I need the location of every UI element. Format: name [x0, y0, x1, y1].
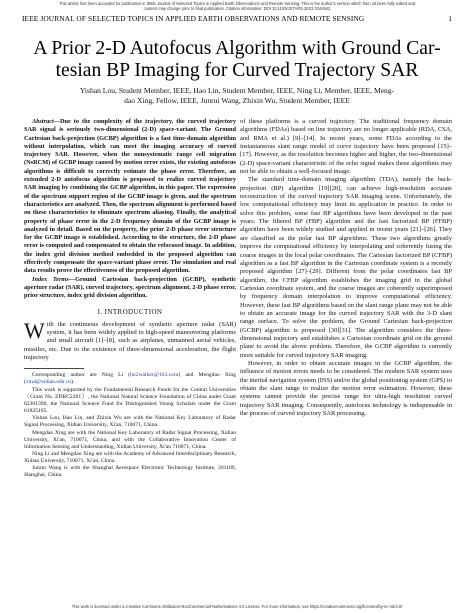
footnote-affiliation-3: Ning Li and Mengdao Xing are with the Academy of Advanced Interdisciplinary Research, Xidian University, 710071, Xi'an, China. — [24, 450, 236, 465]
paper-title — [18, 38, 456, 82]
abstract-lead: Abstract — [32, 118, 54, 125]
footnote-text: ) and Mengdao Xing ( — [24, 372, 236, 386]
index-terms-text: —Ground Cartesian back-projection (GCBP), synthetic aperture radar (SAR), curved trajectory, spectrum alignment, 2-D phase error, prior structure, index grid division algorithm. — [24, 275, 236, 300]
journal-name: IEEE JOURNAL OF SELECTED TOPICS IN APPLIED EARTH OBSERVATIONS AND REMOTE SENSING — [22, 14, 365, 23]
page-number: 1 — [448, 14, 452, 23]
body-paragraph-1: of these platforms is a curved trajectory. The traditional frequency domain algorithms (FDAs) based on line trajectory are no longer applicable (RDA, CSA, and RMA et al.) [9]–[14]. In recent years, some FDAs according to the instantaneous slant range model of curve trajectory have been proposed [15]–[17]. However, as the resolution becomes higher and higher, the two-dimensional (2-D) space-variant characteristic of the echo signal makes these algorithms may not be able to obtain a well-focused image. — [240, 118, 452, 176]
left-column — [24, 118, 236, 480]
footnotes — [24, 372, 236, 479]
publication-notice-line-2: content may change prior to final publication. Citation information: DOI 10.1109/JSTARS.2023.3344942 — [143, 6, 331, 11]
abstract-text: —Due to the complexity of the trajectory, the curved trajectory SAR signal is seriously two-dimensional (2-D) space-variant. The Ground Cartesian back-projection (GCBP) algorithm is a fast time-domain algorithm without interpolation, which can meet the imaging accuracy of curved trajectory SAR. However, when the nonsystematic range cell migration (NsRCM) of GCBP image caused by motion error exists, the existing autofocus algorithms is difficult to correctly estimate the phase error. Therefore, an extended 2-D autofocus algorithm is proposed to realize curved trajectory SAR imaging by combining the GCBP algorithm, in this paper. The expression of the spectrum support region of the GCBP image is given, and the spectrum characteristics are analyzed. Then, the spectrum alignment is performed based on these characteristics to eliminate spectrum aliasing. Finally, the analytical property of phase error in the 2-D frequency domain of the GCBP image is analyzed in detail. Based on the property, the prior 2-D phase error structure for the GCBP image is established. According to the structure, the 2-D phase error is computed and compensated to obtain the refocused image. In addition, the index grid division method embedded in the proposed algorithm can effectively compensate the space-variant phase error. The simulation and real data results prove the effectiveness of the proposed algorithm. — [24, 118, 236, 275]
publication-notice-line-1: This article has been accepted for publication in IEEE Journal of Selected Topics in Applied Earth Observations and Remote Sensing. This is the author's version which has not been fully edited and — [58, 1, 416, 6]
footnote-text: Corresponding author are Ning Li ( — [32, 372, 131, 379]
footnote-divider — [24, 368, 84, 369]
body-paragraph-3: However, in order to obtain accurate images in the GCBP algorithm, the influence of motion errors needs to be considered. The modern SAR system uses the inertial navigation system (INS) and/or the global positioning system (GPS) to obtain the slant range to realize the motion error estimation. However, these systems cannot provide the precise range for ultra-high resolution curved trajectory SAR imaging. Consequently, autofocus technology is indispensable in the process of curved trajectory SAR processing. — [240, 359, 452, 418]
email-link-1[interactable]: hn2walker@163.com — [130, 372, 179, 379]
author-list — [30, 86, 444, 106]
running-head — [22, 14, 452, 24]
footnote-corresponding — [24, 372, 236, 386]
drop-cap: W — [24, 317, 45, 343]
index-terms-lead: Index Terms — [32, 275, 69, 283]
footnote-affiliation-4: Junrui Wang is with the Shanghai Aerospace Electronic Technology Institute, 201109, Shanghai, China. — [24, 465, 236, 479]
title-line-2: tesian BP Imaging for Curved Trajectory SAR — [55, 60, 419, 81]
author-line-1: Yishan Lou, Student Member, IEEE, Hao Lin, Student Member, IEEE, Ning Li, Member, IEEE, Meng- — [79, 86, 395, 95]
section-heading-introduction: I. INTRODUCTION — [97, 307, 163, 316]
license-notice: This work is licensed under a Creative Commons Attribution-NonCommercial-NoDerivatives 4.0 License. For more information, see https://creativecommons.org/licenses/by-nc-nd/4.0/ — [71, 604, 403, 609]
email-link-2[interactable]: xmd@xidian.edu.cn — [25, 379, 72, 386]
index-terms — [24, 276, 236, 301]
intro-paragraph-text: ith the continuous development of synthetic aperture radar (SAR) system, it has been widely applied to high-speed maneuvering platforms and small aircraft [1]–[8], such as airplanes, unmanned aerial vehicles, missiles, etc. Due to the existence of three-dimensional acceleration, the flight trajectory — [24, 320, 236, 361]
author-line-2: dao Xing, Fellow, IEEE, Junrui Wang, Zhixin Wu, Student Member, IEEE — [124, 96, 350, 105]
footnote-affiliation-1: Yishan Lou, Hao Lin, and Zhixin Wu are with the National Key Laboratory of Radar Signal Processing, Xidian University, Xi'an, 710071, China. — [24, 415, 236, 429]
footnote-affiliation-2: Mengdao Xing are with the National Key Laboratory of Radar Signal Processing, Xidian University, Xi'an, 710071, China, and with the Collaborative Innovation Center of Information Sensing and Understanding, Xidian University, Xi'an 710071, China. — [24, 429, 236, 450]
footnote-text: ). — [71, 379, 75, 386]
right-column — [240, 118, 452, 418]
body-paragraph-2: The standard time-domain imaging algorithm (TDA), namely the back-projection (BP) algorithm [19][20], can achieve high-resolution accurate reconstruction of the curved trajectory SAR imaging scene. Unfortunately, the low computational efficiency may limit its application in practice. In order to solve this problem, some fast BP algorithms have been developed in the past years. The filtered BP (FBP) algorithm and the fast factorized BP (FFBP) algorithm have been widely studied and applied in recent years [21]–[26]. They are classified as the polar fast BP algorithms. These two algorithms greatly improve the computational efficiency by interpolating and coherently fusing the coarse images in the local polar coordinates. The Cartesian factorized BP (CFBP) algorithm as a fast BP algorithm in the Cartesian coordinate system is a recently proposed algorithm [27]–[29]. Different from the polar coordinates fast BP algorithm, the CFBP algorithm establishes the imaging grid in the global Cartesian coordinate system, and the coarse images are coherently superimposed by frequency domain interpolation to improve computational efficiency. However, these fast BP algorithms based on the slant range plane may not be able to obtain an accurate image for the curved trajectory SAR with the 3-D slant range surface. To solve the problem, the Ground Cartesian back-projection (GCBP) algorithm is proposed [30][31]. The algorithm considers the three-dimensional trajectory and establishes a Cartesian coordinate grid on the ground plane to avoid the above problem. Therefore, the GCBP algorithm is currently more suitable for curved trajectory SAR imaging. — [240, 176, 452, 359]
title-line-1: A Prior 2-D Autofocus Algorithm with Ground Car- — [33, 38, 441, 59]
abstract — [24, 118, 236, 276]
publication-notice — [0, 1, 474, 11]
footnote-funding: This work is supported by the Fundamental Research Funds for the Central Universities（Grant No. ZDRC2201）, the National Natural Science Foundation of China under Grant 62301390, the National Science Fund for Distinguished Young Scholars under the Grant 61825105. — [24, 386, 236, 415]
intro-paragraph — [24, 317, 236, 363]
